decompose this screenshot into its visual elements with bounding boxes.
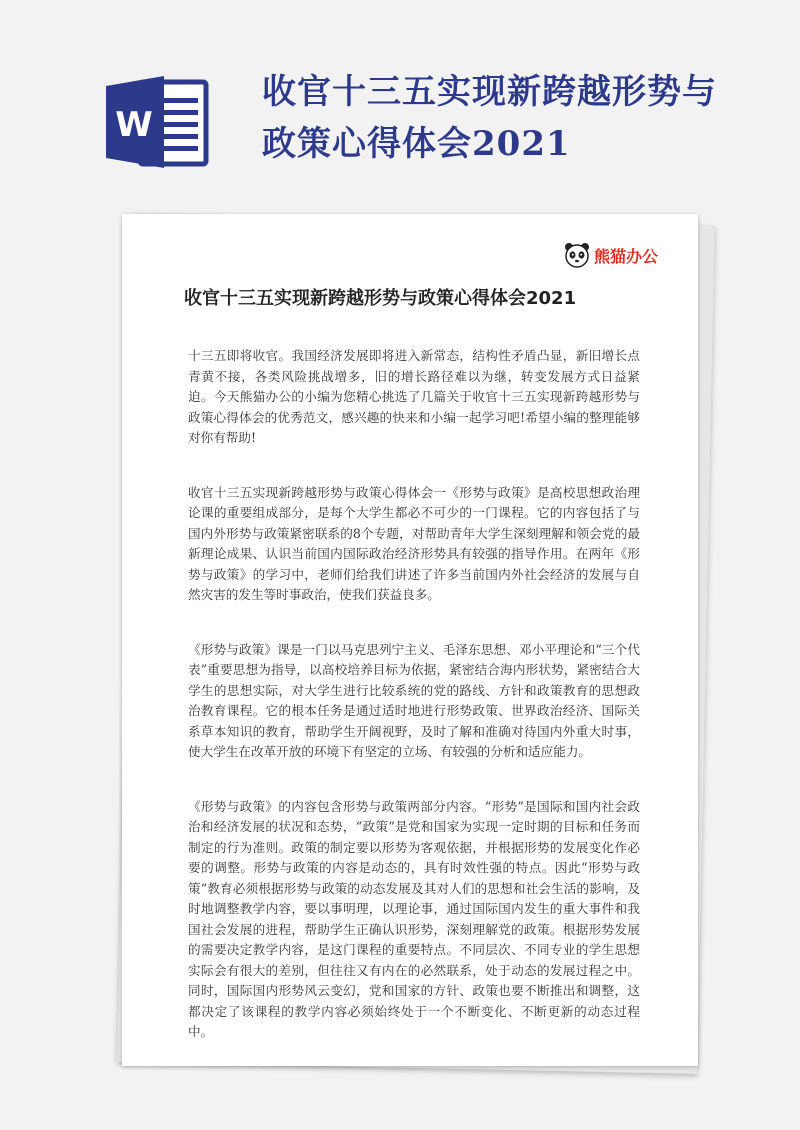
header	[0, 0, 800, 200]
word-document-icon	[104, 72, 214, 172]
body-text	[188, 346, 640, 1077]
word-icon-letter: W	[115, 105, 153, 145]
document-title	[262, 66, 722, 170]
paragraph: 收官十三五实现新跨越形势与政策心得体会一《形势与政策》是高校思想政治理论课的重要组成部分，是每个大学生都必不可少的一门课程。它的内容包括了与国内外形势与政策紧密联系的8个专题，对帮助青年大学生深刻理解和领会党的最新理论成果、认识当前国内国际政治经济形势具有较强的指导作用。在两年《形势与政策》的学习中，老师们给我们讲述了许多当前国内外社会经济的发展与自然灾害的发生等时事政治，使我们获益良多。	[188, 484, 640, 602]
paragraph: 《形势与政策》课是一门以马克思列宁主义、毛泽东思想、邓小平理论和“三个代表”重要思想为指导，以高校培养目标为依据，紧密结合海内形状势，紧密结合大学生的思想实际，对大学生进行比较系统的党的路线、方针和政策教育的思想政治教育课程。它的根本任务是通过适时地进行形势政策、世界政治经济、国际关系草本知识的教育，帮助学生开阔视野，及时了解和准确对待国内外重大时事，使大学生在改革开放的环境下有坚定的立场、有较强的分析和适应能力。	[188, 641, 640, 759]
paragraph: 《形势与政策》的内容包含形势与政策两部分内容。“形势”是国际和国内社会政治和经济发展的状况和态势，“政策”是党和国家为实现一定时期的目标和任务而制定的行为准则。政策的制定要以形势为客观依据，并根据形势的发展变化作必要的调整。形势与政策的内容是动态的，具有时效性强的特点。因此“形势与政策”教育必须根据形势与政策的动态发展及其对人们的思想和社会生活的影响，及时地调整教学内容，要以事明理，以理论事，通过国际国内发生的重大事件和我国社会发展的进程，帮助学生正确认识形势，深刻理解党的政策。根据形势发展的需要决定教学内容，是这门课程的重要特点。不同层次、不同专业的学生思想实际会有很大的差别，但往往又有内在的必然联系，处于动态的发展过程之中。同时，国际国内形势风云变幻，党和国家的方针、政策也要不断推出和调整，这都决定了该课程的教学内容必须始终处于一个不断变化、不断更新的动态过程中。	[188, 798, 640, 1039]
paper-title: 收官十三五实现新跨越形势与政策心得体会2021	[184, 288, 577, 309]
panda-logo-icon	[564, 242, 590, 268]
document-title-line2: 政策心得体会2021	[262, 124, 571, 164]
brand-logo	[564, 242, 658, 268]
paragraph: 十三五即将收官。我国经济发展即将进入新常态，结构性矛盾凸显，新旧增长点青黄不接，各类风险挑战增多，旧的增长路径难以为继，转变发展方式日益紧迫。今天熊猫办公的小编为您精心挑选了几篇关于收官十三五实现新跨越形势与政策心得体会的优秀范文，感兴趣的快来和小编一起学习吧!希望小编的整理能够对你有帮助!	[188, 348, 640, 445]
document-page	[122, 214, 698, 1066]
brand-name: 熊猫办公	[593, 246, 658, 266]
document-title-line1: 收官十三五实现新跨越形势与	[262, 72, 717, 112]
